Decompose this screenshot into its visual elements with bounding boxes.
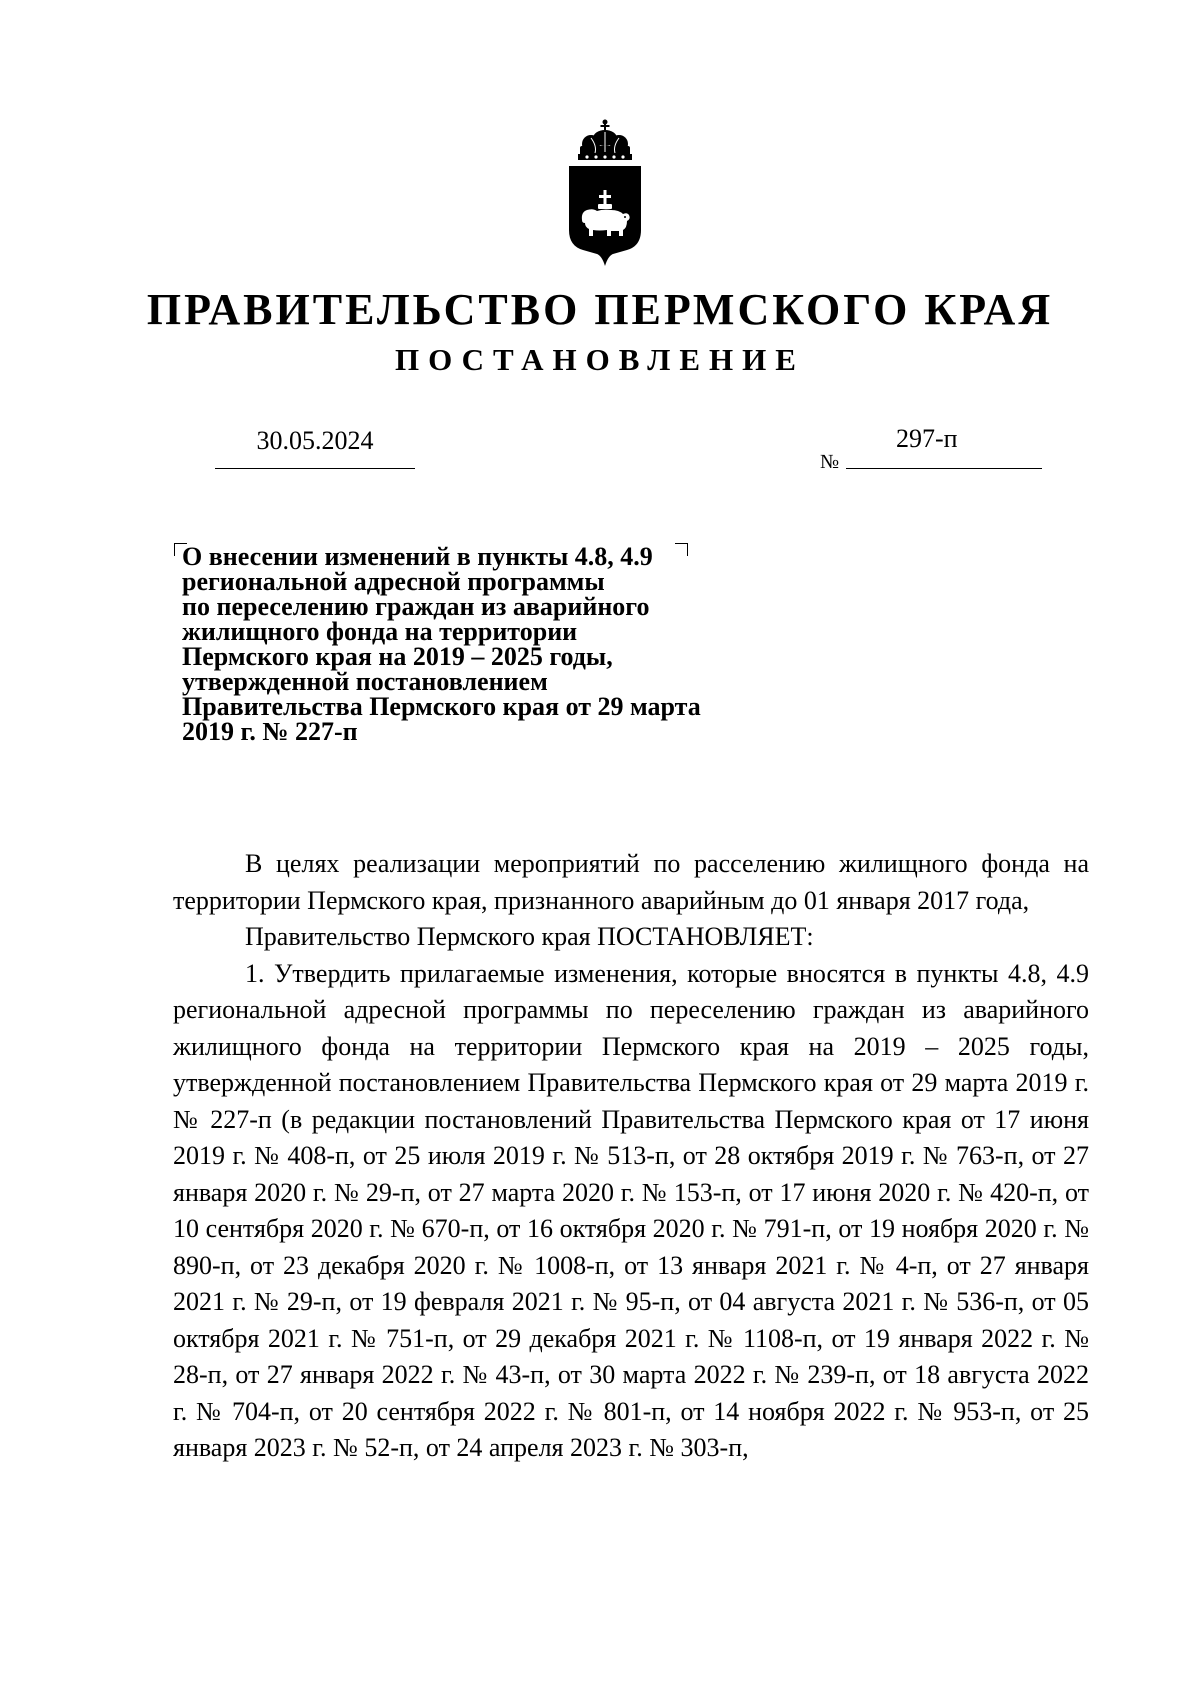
document-type-heading: ПОСТАНОВЛЕНИЕ xyxy=(395,342,805,377)
organization-title: ПРАВИТЕЛЬСТВО ПЕРМСКОГО КРАЯ xyxy=(146,285,1054,334)
document-body xyxy=(173,846,1089,1467)
subject-line: 2019 г. № 227-п xyxy=(182,717,358,746)
subject-line: Пермского края на 2019 – 2025 годы, xyxy=(182,642,613,671)
document-subject xyxy=(182,544,802,744)
subject-line: жилищного фонда на территории xyxy=(182,617,578,646)
document-date-value: 30.05.2024 xyxy=(256,426,374,455)
subject-line: Правительства Пермского края от 29 марта xyxy=(182,692,701,721)
body-paragraph: 1. Утвердить прилагаемые изменения, которые вносятся в пункты 4.8, 4.9 региональной адресной программы по переселению граждан из аварийного жилищного фонда на территории Пермского края на 2019 – 2025 годы, утвержденной постановлением Правительства Пермского края от 29 марта 2019 г. № 227-п (в редакции постановлений Правительства Пермского края от 17 июня 2019 г. № 408-п, от 25 июля 2019 г. № 513-п, от 28 октября 2019 г. № 763-п, от 27 января 2020 г. № 29-п, от 27 марта 2020 г. № 153-п, от 17 июня 2020 г. № 420-п, от 10 сентября 2020 г. № 670-п, от 16 октября 2020 г. № 791-п, от 19 ноября 2020 г. № 890-п, от 23 декабря 2020 г. № 1008-п, от 13 января 2021 г. № 4-п, от 27 января 2021 г. № 29-п, от 19 февраля 2021 г. № 95-п, от 04 августа 2021 г. № 536-п, от 05 октября 2021 г. № 751-п, от 29 декабря 2021 г. № 1108-п, от 19 января 2022 г. № 28-п, от 27 января 2022 г. № 43-п, от 30 марта 2022 г. № 239-п, от 18 августа 2022 г. № 704-п, от 20 сентября 2022 г. № 801-п, от 14 ноября 2022 г. № 953-п, от 25 января 2023 г. № 52-п, от 24 апреля 2023 г. № 303-п, xyxy=(173,958,1089,1462)
subject-line: утвержденной постановлением xyxy=(182,667,548,696)
subject-line: О внесении изменений в пункты 4.8, 4.9 xyxy=(182,542,653,571)
subject-line: региональной адресной программы xyxy=(182,567,605,596)
document-date xyxy=(215,424,415,469)
subject-line: по переселению граждан из аварийного xyxy=(182,592,650,621)
number-underline xyxy=(846,468,1042,469)
coat-of-arms-icon xyxy=(565,118,645,268)
document-number-value: 297-п xyxy=(896,424,958,453)
body-paragraph: В целях реализации мероприятий по расселению жилищного фонда на территории Пермского края, признанного аварийным до 01 января 2017 года, xyxy=(173,849,1089,915)
number-sign: № xyxy=(820,451,840,473)
date-underline xyxy=(215,468,415,469)
document-number xyxy=(820,422,1042,472)
body-paragraph: Правительство Пермского края ПОСТАНОВЛЯЕТ: xyxy=(245,922,814,951)
